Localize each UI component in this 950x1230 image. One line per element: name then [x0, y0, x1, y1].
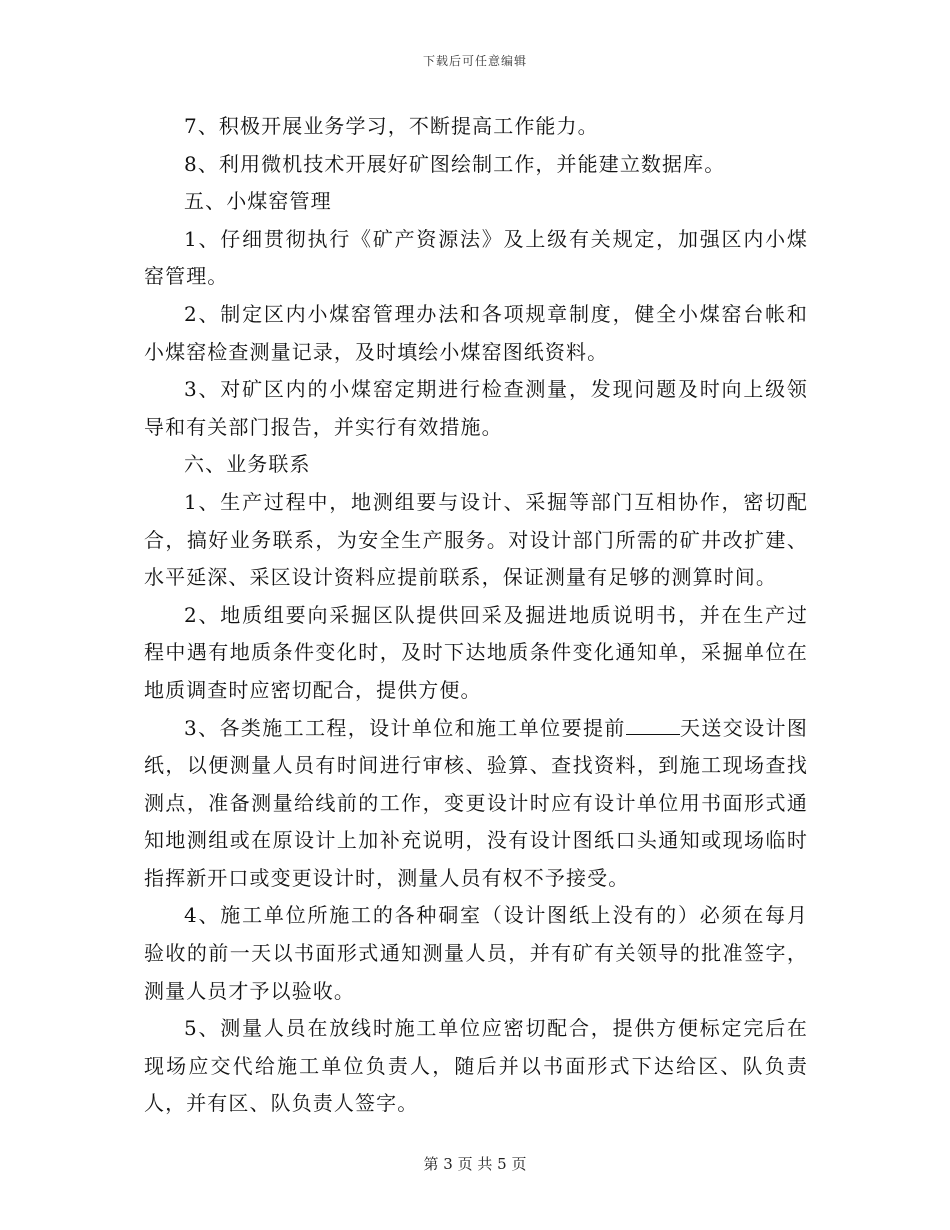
- paragraph-item-8: 8、利用微机技术开展好矿图绘制工作，并能建立数据库。: [184, 151, 726, 176]
- section-heading-small-mines: 五、小煤窑管理: [184, 189, 332, 214]
- section-heading-business-liaison: 六、业务联系: [184, 452, 311, 477]
- paragraph-liaison-5: 5、测量人员在放线时施工单位应密切配合，提供方便标定完后在现场应交代给施工单位负责人，随后并以书面形式下达给区、队负责人，并有区、队负责人签字。: [144, 1016, 808, 1116]
- paragraph-liaison-3: [144, 710, 808, 898]
- paragraph-liaison-3-start: 3、各类施工工程，设计单位和施工单位要提前: [184, 715, 626, 740]
- paragraph-mines-3: 3、对矿区内的小煤窑定期进行检查测量，发现问题及时向上级领导和有关部门报告，并实行有效措施。: [144, 377, 808, 439]
- paragraph-liaison-1: 1、生产过程中，地测组要与设计、采掘等部门互相协作，密切配合，搞好业务联系，为安全生产服务。对设计部门所需的矿井改扩建、水平延深、采区设计资料应提前联系，保证测量有足够的测算时间。: [144, 489, 808, 590]
- page-header: 下载后可任意编辑: [422, 54, 527, 68]
- paragraph-liaison-3-rest: 天送交设计图纸，以便测量人员有时间进行审核、验算、查找资料，到施工现场查找测点，准备测量给线前的工作，变更设计时应有设计单位用书面形式通知地测组或在原设计上加补充说明，没有设计图纸口头通知或现场临时指挥新开口或变更设计时，测量人员有权不予接受。: [144, 715, 808, 890]
- fill-in-blank: [626, 716, 680, 735]
- paragraph-mines-2: 2、制定区内小煤窑管理办法和各项规章制度，健全小煤窑台帐和小煤窑检查测量记录，及时填绘小煤窑图纸资料。: [144, 301, 808, 364]
- page-number-footer: 第 3 页 共 5 页: [423, 1155, 527, 1173]
- paragraph-item-7: 7、积极开展业务学习，不断提高工作能力。: [184, 114, 599, 138]
- paragraph-liaison-4: 4、施工单位所施工的各种硐室（设计图纸上没有的）必须在每月验收的前一天以书面形式通知测量人员，并有矿有关领导的批准签字，测量人员才予以验收。: [144, 903, 808, 1003]
- paragraph-mines-1: 1、仔细贯彻执行《矿产资源法》及上级有关规定，加强区内小煤窑管理。: [144, 226, 808, 289]
- document-body: [144, 108, 808, 1123]
- paragraph-liaison-2: 2、地质组要向采掘区队提供回采及掘进地质说明书，并在生产过程中遇有地质条件变化时，及时下达地质条件变化通知单，采掘单位在地质调查时应密切配合，提供方便。: [144, 602, 808, 702]
